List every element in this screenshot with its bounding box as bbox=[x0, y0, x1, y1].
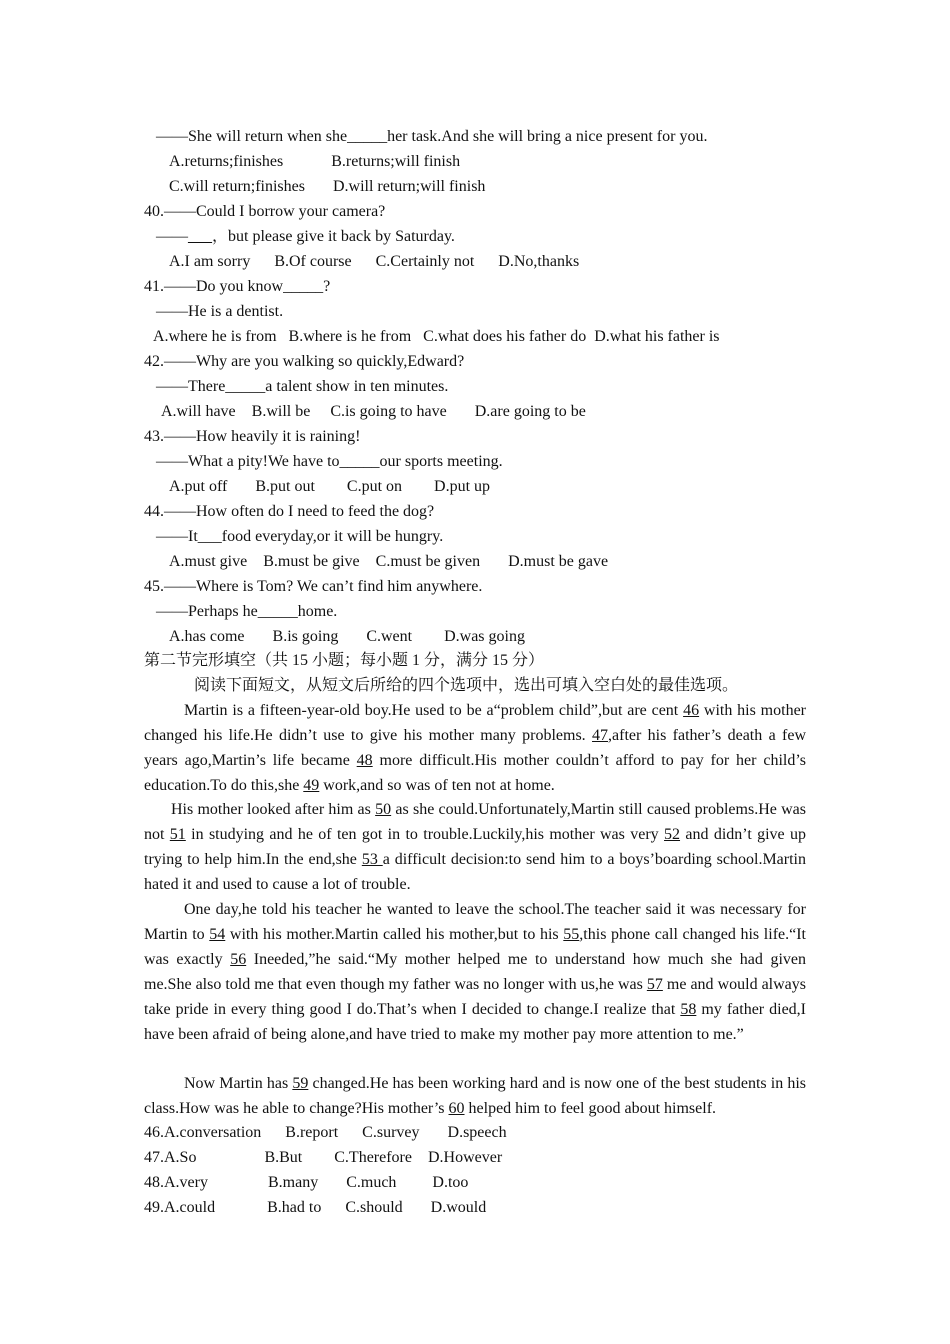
p1-text-a: Martin is a fifteen-year-old boy.He used to be a“problem child”,but are cent bbox=[184, 702, 684, 719]
q45-options: A.has come B.is going C.went D.was going bbox=[169, 628, 525, 645]
q41-stem: 41.——Do you know_____? bbox=[144, 278, 331, 295]
p1-text-d: ,after his father’s death a few years ago,Martin’s life became bbox=[144, 727, 807, 769]
p2-text-a: His mother looked after him as bbox=[171, 801, 376, 818]
q43-options: A.put off B.put out C.put on D.put up bbox=[169, 478, 491, 495]
passage-paragraph-3 bbox=[144, 897, 806, 1047]
p4-text-c: changed.He has been working hard and is now one of the best students in his class.How was he able to change?His mother’s bbox=[144, 1075, 807, 1117]
blank-47: 47 bbox=[592, 727, 609, 744]
blank-49: 49 bbox=[303, 777, 320, 794]
blank-57: 57 bbox=[646, 976, 663, 993]
q42-stem: 42.——Why are you walking so quickly,Edward? bbox=[144, 353, 465, 370]
p3-text-c: with his mother.Martin called his mother,but to his bbox=[225, 926, 564, 943]
p3-text-e: Ineeded,”he said.“My mother helped me to understand how much she had given me.She also told me that even though my father was no longer with us,he was bbox=[144, 951, 806, 993]
options-46: 46.A.conversation B.report C.survey D.speech bbox=[144, 1124, 507, 1141]
p1-text-f: work,and so was of ten not at home. bbox=[319, 777, 555, 794]
blank-51: 51 bbox=[169, 826, 186, 843]
q41-options: A.where he is from B.where is he from C.what does his father do D.what his father is bbox=[153, 328, 720, 345]
section2-heading: 第二节完形填空（共 15 小题；每小题 1 分，满分 15 分） bbox=[144, 652, 545, 669]
q39-options-row2: C.will return;finishes D.will return;will finish bbox=[169, 178, 486, 195]
q40-reply-rest: ，but please give it back by Saturday. bbox=[212, 228, 455, 245]
p3-text-g: my father died,I have been afraid of being alone,and have tried to make my mother pay more attention to me.” bbox=[144, 1001, 807, 1043]
q43-reply: ——What a pity!We have to_____our sports meeting. bbox=[156, 453, 503, 470]
q40-stem: 40.——Could I borrow your camera? bbox=[144, 203, 386, 220]
p2-text-d: in studying and he of ten got in to trouble.Luckily,his mother was very bbox=[185, 826, 665, 843]
p3-text-a: One day,he told his teacher he wanted to leave the school.The teacher said it was necessary for Martin to bbox=[144, 901, 806, 943]
q42-reply: ——There_____a talent show in ten minutes. bbox=[156, 378, 449, 395]
q40-reply bbox=[156, 227, 455, 247]
p1-text-e: more difficult.His mother couldn’t afford to pay for her child’s education.To do this,she bbox=[144, 752, 807, 794]
blank-52: 52 bbox=[664, 826, 681, 843]
q40-blank: ___ bbox=[188, 228, 212, 245]
p2-text-e: and didn’t give up trying to help him.In the end,she bbox=[144, 826, 807, 868]
blank-48: 48 bbox=[356, 752, 373, 769]
q40-options: A.I am sorry B.Of course C.Certainly not D.No,thanks bbox=[169, 253, 580, 270]
section2-instruction: 阅读下面短文，从短文后所给的四个选项中，选出可填入空白处的最佳选项。 bbox=[194, 677, 739, 694]
options-49: 49.A.could B.had to C.should D.would bbox=[144, 1199, 487, 1216]
passage-paragraph-4 bbox=[144, 1071, 806, 1121]
q39-options-row1: A.returns;finishes B.returns;will finish bbox=[169, 153, 461, 170]
blank-53: 53 bbox=[361, 851, 383, 868]
q45-stem: 45.——Where is Tom? We can’t find him anywhere. bbox=[144, 578, 483, 595]
p3-text-d: ,this phone call changed his life.“It was exactly bbox=[144, 926, 806, 968]
options-47: 47.A.So B.But C.Therefore D.However bbox=[144, 1149, 503, 1166]
q40-reply-dash: —— bbox=[156, 228, 188, 245]
blank-55: 55 bbox=[563, 926, 580, 943]
blank-50: 50 bbox=[375, 801, 392, 818]
p4-text-a: Now Martin has bbox=[184, 1075, 293, 1092]
p2-text-f: a difficult decision:to send him to a boys’boarding school.Martin hated it and used to cause a lot of trouble. bbox=[144, 851, 807, 893]
q42-options: A.will have B.will be C.is going to have D.are going to be bbox=[161, 403, 586, 420]
blank-54: 54 bbox=[209, 926, 226, 943]
q45-reply: ——Perhaps he_____home. bbox=[156, 603, 338, 620]
options-48: 48.A.very B.many C.much D.too bbox=[144, 1174, 469, 1191]
passage-paragraph-1 bbox=[144, 698, 806, 798]
q43-stem: 43.——How heavily it is raining! bbox=[144, 428, 361, 445]
p2-text-c: as she could.Unfortunately,Martin still caused problems.He was not bbox=[144, 801, 806, 843]
passage-paragraph-2 bbox=[144, 797, 806, 897]
blank-56: 56 bbox=[230, 951, 247, 968]
p1-text-c: with his mother changed his life.He didn’t use to give his mother many problems. bbox=[144, 702, 807, 744]
p3-text-f: me and would always take pride in every thing good I do.That’s when I decided to change.I realize that bbox=[144, 976, 807, 1018]
blank-60: 60 bbox=[448, 1100, 465, 1117]
blank-59: 59 bbox=[292, 1075, 309, 1092]
q41-reply: ——He is a dentist. bbox=[156, 303, 284, 320]
q39-reply: ——She will return when she_____her task.And she will bring a nice present for you. bbox=[156, 128, 708, 145]
blank-58: 58 bbox=[680, 1001, 697, 1018]
q44-reply: ——It___food everyday,or it will be hungry. bbox=[156, 528, 444, 545]
q44-stem: 44.——How often do I need to feed the dog? bbox=[144, 503, 435, 520]
q44-options: A.must give B.must be give C.must be given D.must be gave bbox=[169, 553, 609, 570]
blank-46: 46 bbox=[683, 702, 700, 719]
p4-text-d: helped him to feel good about himself. bbox=[464, 1100, 717, 1117]
